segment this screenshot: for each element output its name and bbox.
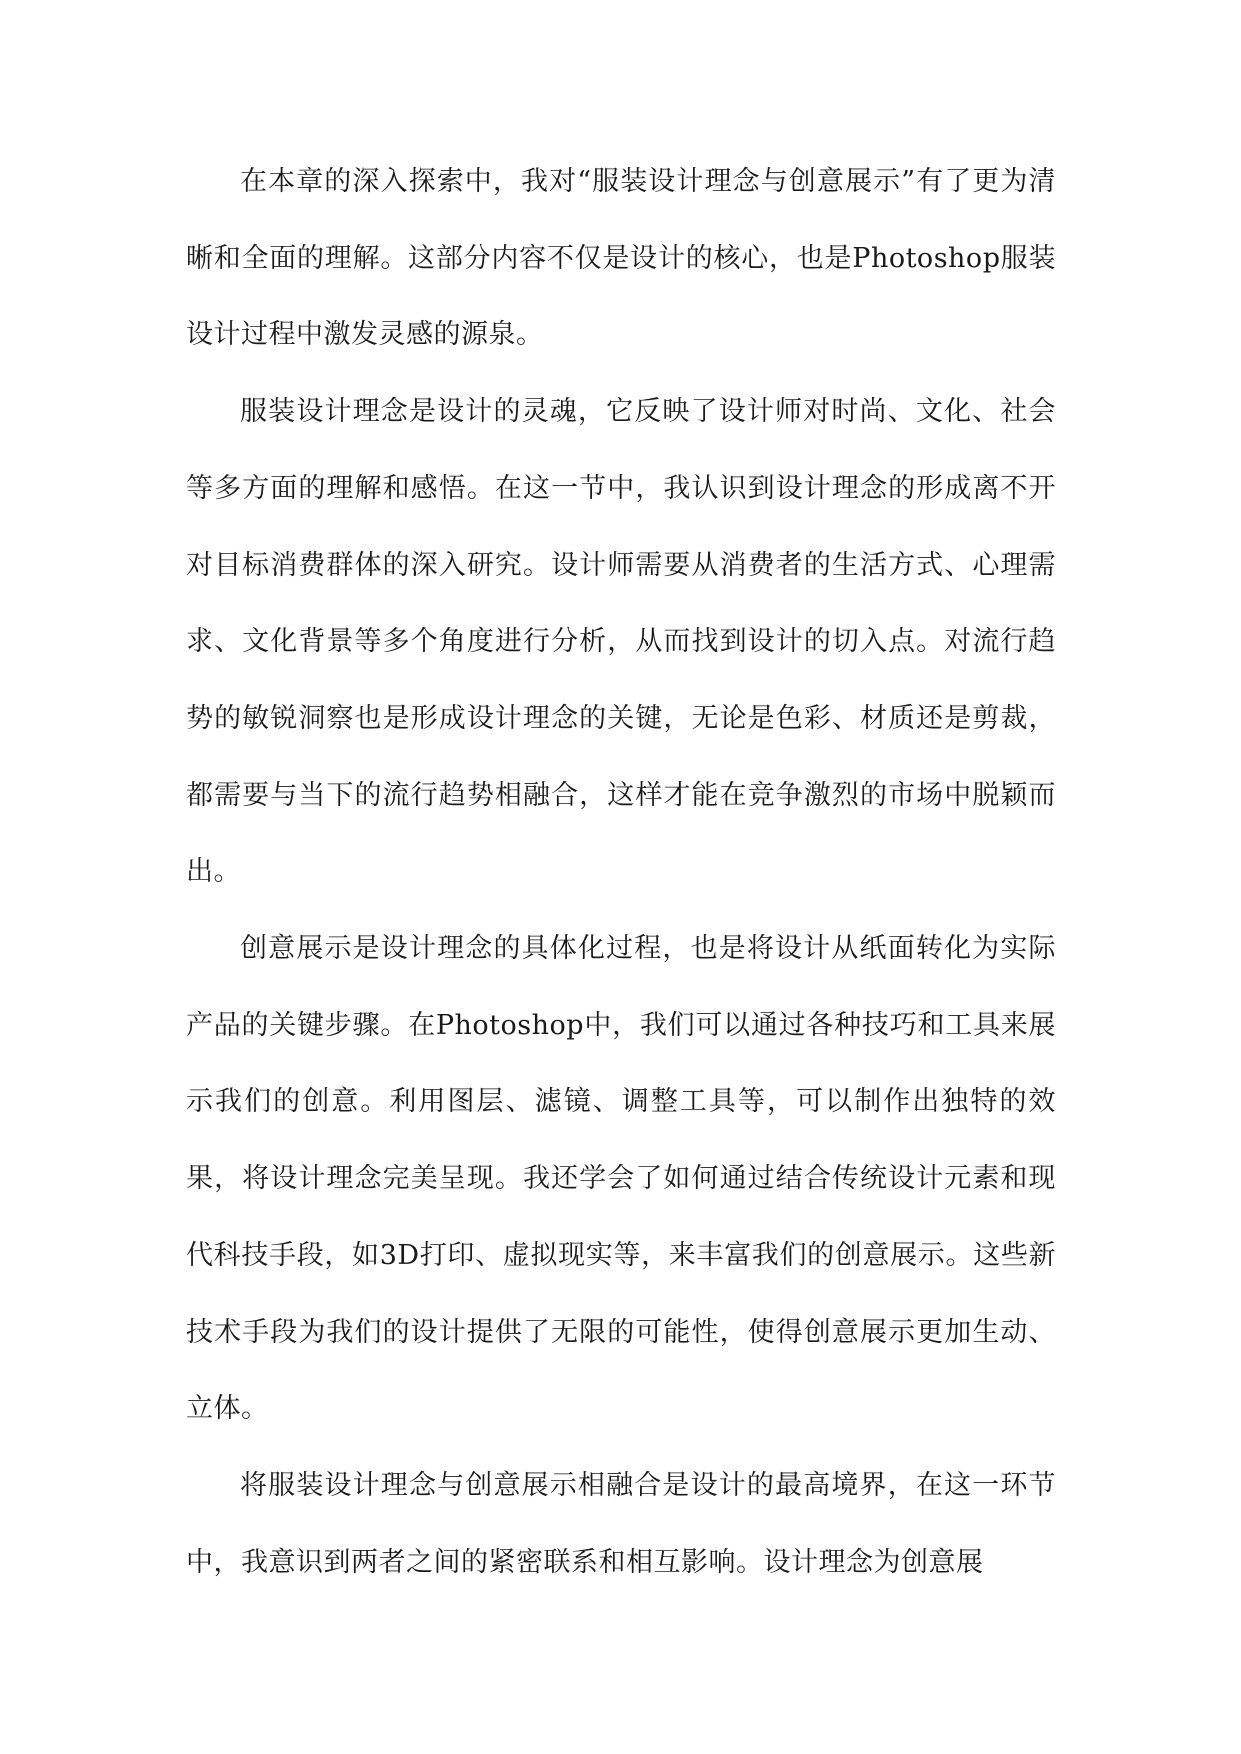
- paragraph-4: 将服装设计理念与创意展示相融合是设计的最高境界，在这一环节中，我意识到两者之间的紧密联系和相互影响。设计理念为创意展: [186, 1469, 1056, 1578]
- body-text: [186, 144, 1056, 1601]
- paragraph-1: 在本章的深入探索中，我对“服装设计理念与创意展示”有了更为清晰和全面的理解。这部分内容不仅是设计的核心，也是Photoshop服装设计过程中激发灵感的源泉。: [186, 166, 1056, 351]
- paragraph-2: 服装设计理念是设计的灵魂，它反映了设计师对时尚、文化、社会等多方面的理解和感悟。在这一节中，我认识到设计理念的形成离不开对目标消费群体的深入研究。设计师需要从消费者的生活方式、心理需求、文化背景等多个角度进行分析，从而找到设计的切入点。对流行趋势的敏锐洞察也是形成设计理念的关键，无论是色彩、材质还是剪裁，都需要与当下的流行趋势相融合，这样才能在竞争激烈的市场中脱颖而出。: [186, 396, 1056, 888]
- paragraph-3: 创意展示是设计理念的具体化过程，也是将设计从纸面转化为实际产品的关键步骤。在Photoshop中，我们可以通过各种技巧和工具来展示我们的创意。利用图层、滤镜、调整工具等，可以制作出独特的效果，将设计理念完美呈现。我还学会了如何通过结合传统设计元素和现代科技手段，如3D打印、虚拟现实等，来丰富我们的创意展示。这些新技术手段为我们的设计提供了无限的可能性，使得创意展示更加生动、立体。: [186, 933, 1056, 1425]
